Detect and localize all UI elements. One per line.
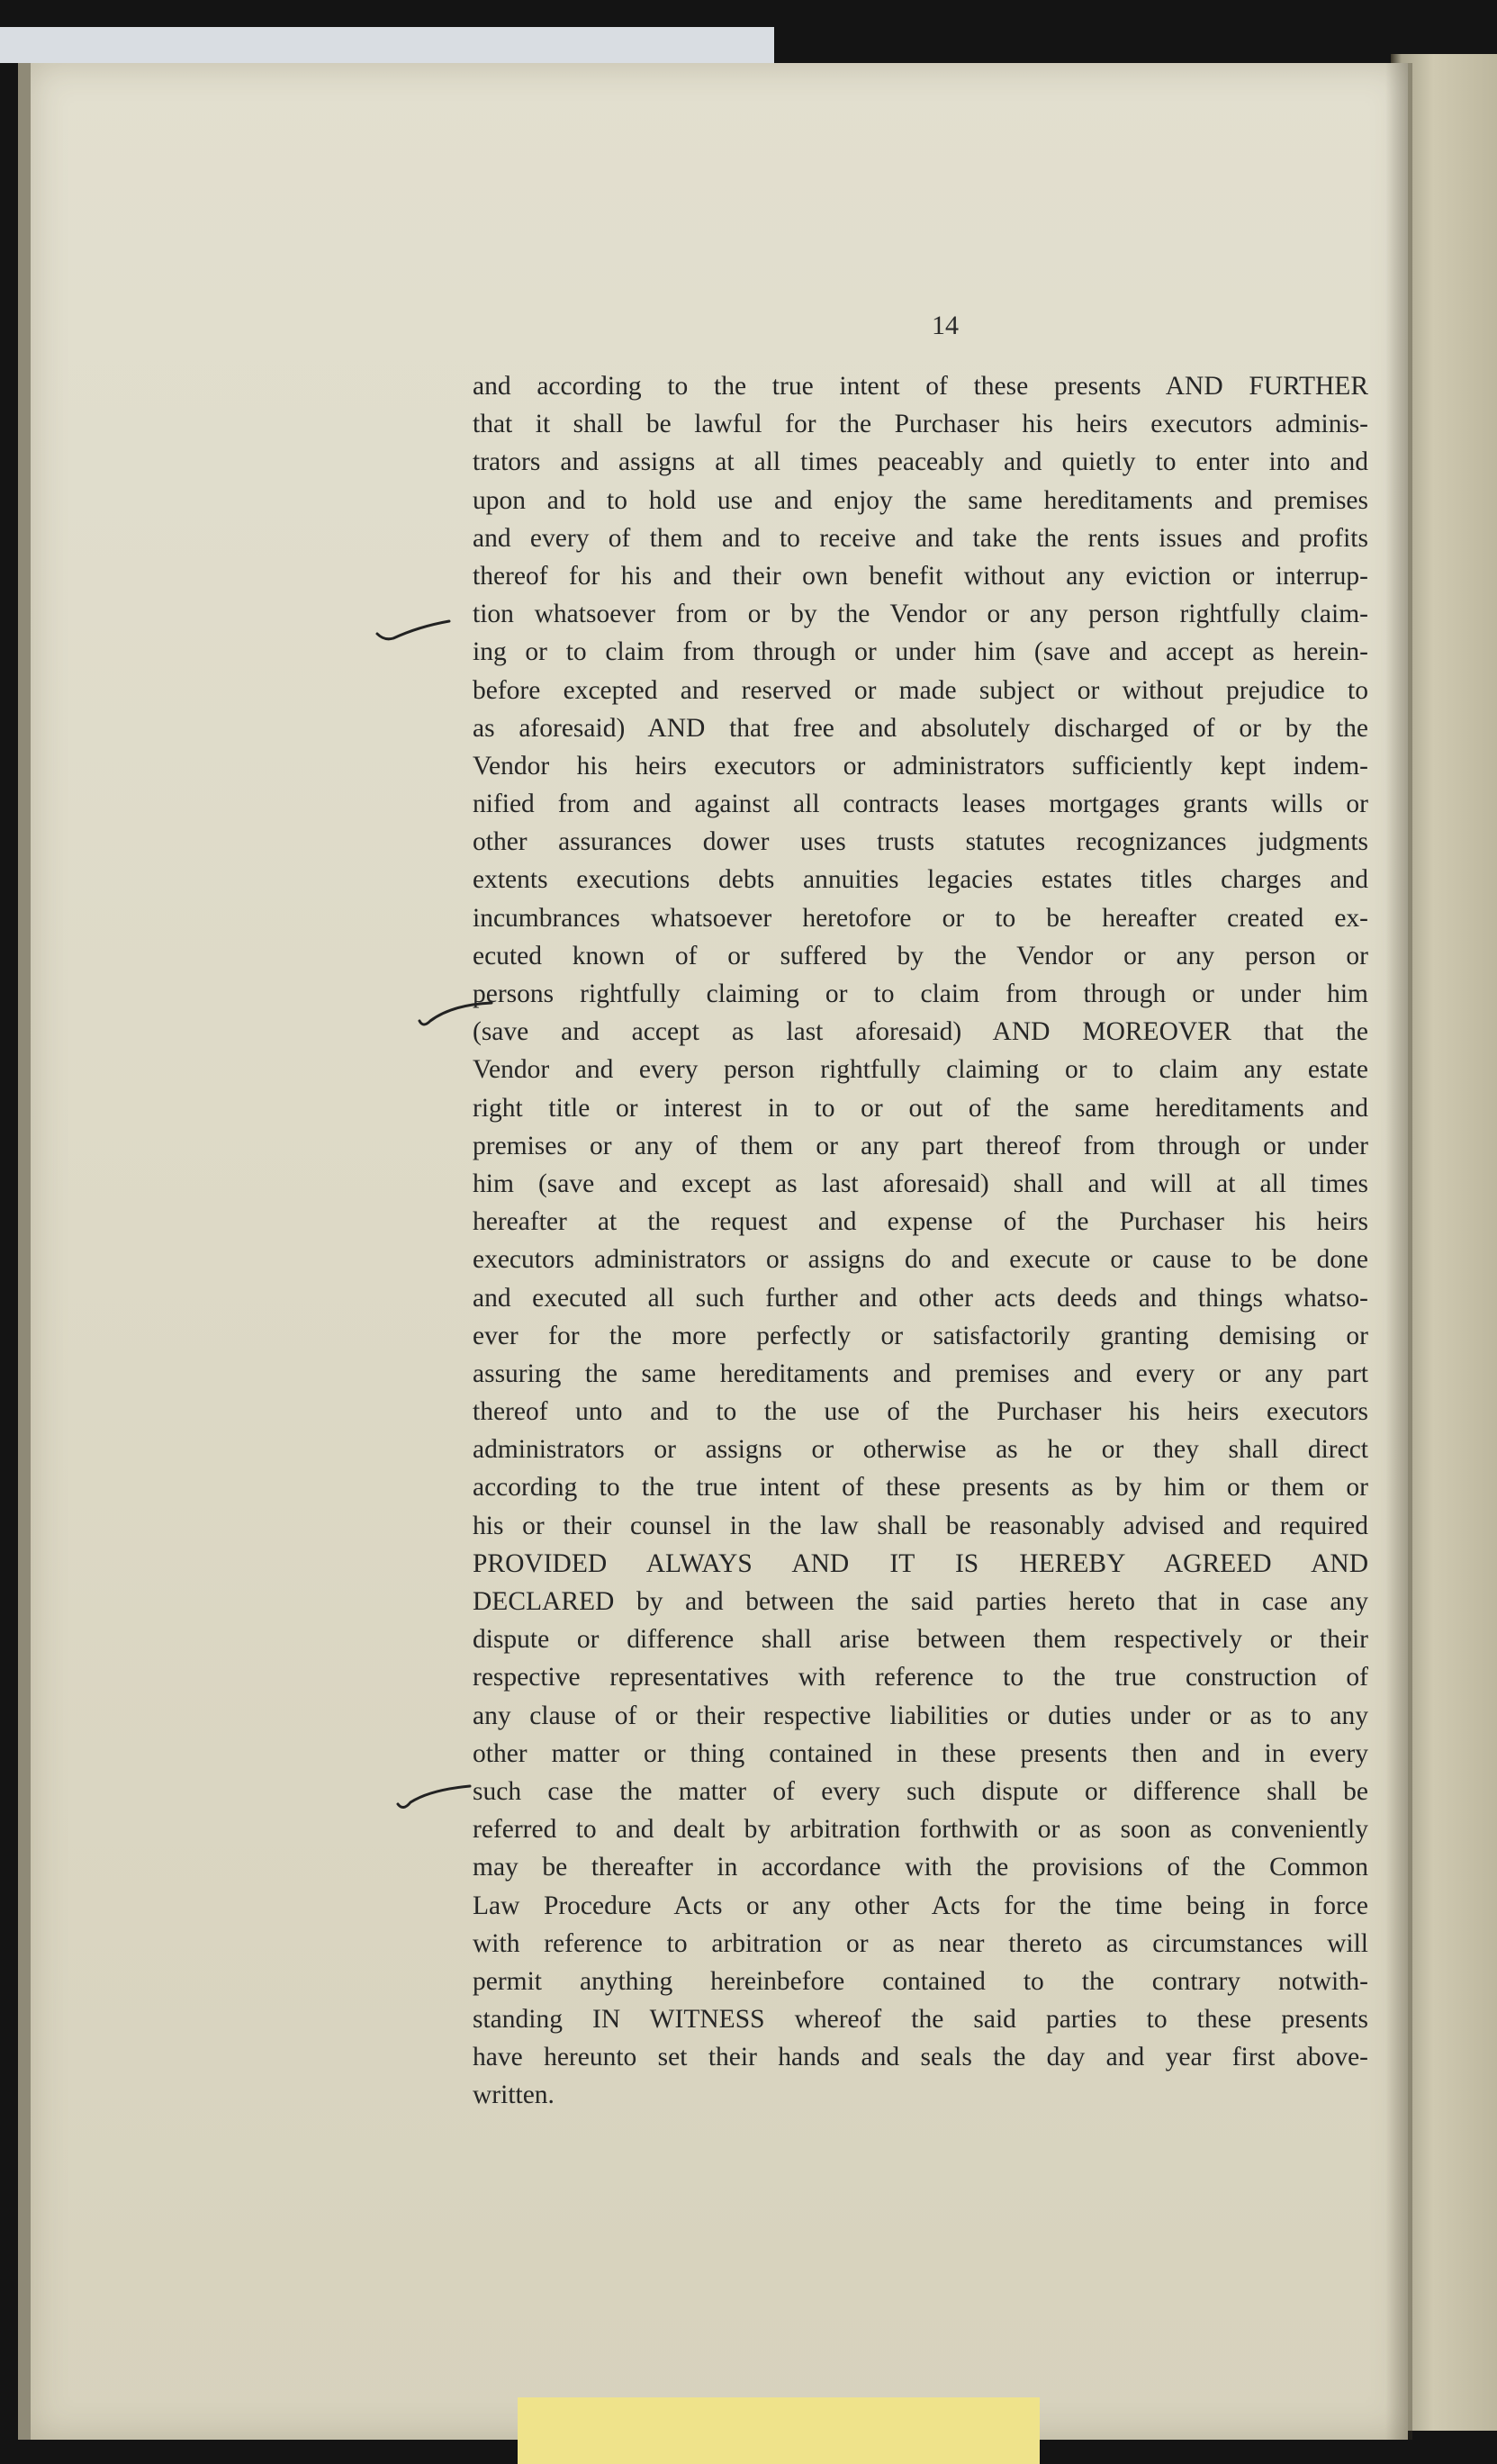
text-line: thereof for his and their own benefit without any eviction or interrup- (473, 561, 1368, 591)
text-line: right title or interest in to or out of the same hereditaments and (473, 1093, 1368, 1123)
text-line: standing IN WITNESS whereof the said parties to these presents (473, 2005, 1368, 2035)
text-line: according to the true intent of these presents as by him or them or (473, 1473, 1368, 1503)
text-line: that it shall be lawful for the Purchaser his heirs executors adminis- (473, 410, 1368, 439)
text-line: administrators or assigns or otherwise as he or they shall direct (473, 1435, 1368, 1465)
text-line: persons rightfully claiming or to claim from through or under him (473, 979, 1368, 1008)
text-line: upon and to hold use and enjoy the same hereditaments and premises (473, 485, 1368, 515)
page-number: 14 (932, 311, 959, 340)
text-line: (save and accept as last aforesaid) AND MOREOVER that the (473, 1017, 1368, 1047)
text-line: before excepted and reserved or made subject or without prejudice to (473, 675, 1368, 705)
text-line: referred to and dealt by arbitration forthwith or as soon as conveniently (473, 1815, 1368, 1845)
yellow-sticky-note (518, 2397, 1040, 2464)
text-line: permit anything hereinbefore contained to the contrary notwith- (473, 1966, 1368, 1996)
page-gutter-shadow (1385, 63, 1412, 2440)
text-line: incumbrances whatsoever heretofore or to be hereafter created ex- (473, 903, 1368, 933)
text-line: DECLARED by and between the said parties hereto that in case any (473, 1587, 1368, 1616)
text-line: and every of them and to receive and take the rents issues and profits (473, 523, 1368, 553)
body-text (473, 367, 1368, 2115)
text-line: assuring the same hereditaments and premises and every or any part (473, 1358, 1368, 1388)
text-line: hereafter at the request and expense of the Purchaser his heirs (473, 1207, 1368, 1237)
text-line: Vendor and every person rightfully claiming or to claim any estate (473, 1055, 1368, 1085)
margin-check-mark (394, 1781, 475, 1817)
text-line: such case the matter of every such dispute or difference shall be (473, 1776, 1368, 1806)
text-line: other matter or thing contained in these presents then and in every (473, 1738, 1368, 1768)
text-line: executors administrators or assigns do and execute or cause to be done (473, 1245, 1368, 1275)
text-line: other assurances dower uses trusts statutes recognizances judgments (473, 827, 1368, 857)
text-line: written. (473, 2080, 555, 2110)
text-line: any clause of or their respective liabilities or duties under or as to any (473, 1701, 1368, 1730)
text-line: dispute or difference shall arise between them respectively or their (473, 1625, 1368, 1655)
margin-check-mark (374, 614, 455, 650)
text-line: and according to the true intent of these presents AND FURTHER (473, 372, 1368, 401)
text-line: trators and assigns at all times peaceably and quietly to enter into and (473, 447, 1368, 477)
text-line: ever for the more perfectly or satisfactorily granting demising or (473, 1321, 1368, 1350)
text-line: and executed all such further and other acts deeds and things whatso- (473, 1283, 1368, 1313)
text-line: him (save and except as last aforesaid) shall and will at all times (473, 1169, 1368, 1198)
text-line: premises or any of them or any part thereof from through or under (473, 1131, 1368, 1160)
underlying-paper-edge (0, 27, 774, 63)
text-line: with reference to arbitration or as near thereto as circumstances will (473, 1928, 1368, 1958)
text-line: tion whatsoever from or by the Vendor or any person rightfully claim- (473, 600, 1368, 629)
margin-check-mark (416, 997, 497, 1033)
text-line: thereof unto and to the use of the Purchaser his heirs executors (473, 1397, 1368, 1427)
text-line: ecuted known of or suffered by the Vendor or any person or (473, 941, 1368, 970)
text-line: nified from and against all contracts leases mortgages grants wills or (473, 790, 1368, 819)
text-line: may be thereafter in accordance with the provisions of the Common (473, 1853, 1368, 1882)
text-line: have hereunto set their hands and seals the day and year first above- (473, 2043, 1368, 2072)
text-line: ing or to claim from through or under him (save and accept as herein- (473, 637, 1368, 667)
text-line: Vendor his heirs executors or administrators sufficiently kept indem- (473, 751, 1368, 781)
text-line: extents executions debts annuities legacies estates titles charges and (473, 865, 1368, 895)
text-line: as aforesaid) AND that free and absolutely discharged of or by the (473, 713, 1368, 743)
text-line: his or their counsel in the law shall be reasonably advised and required (473, 1511, 1368, 1540)
text-line: Law Procedure Acts or any other Acts for the time being in force (473, 1891, 1368, 1920)
text-line: PROVIDED ALWAYS AND IT IS HEREBY AGREED AND (473, 1548, 1368, 1578)
text-line: respective representatives with reference to the true construction of (473, 1663, 1368, 1692)
